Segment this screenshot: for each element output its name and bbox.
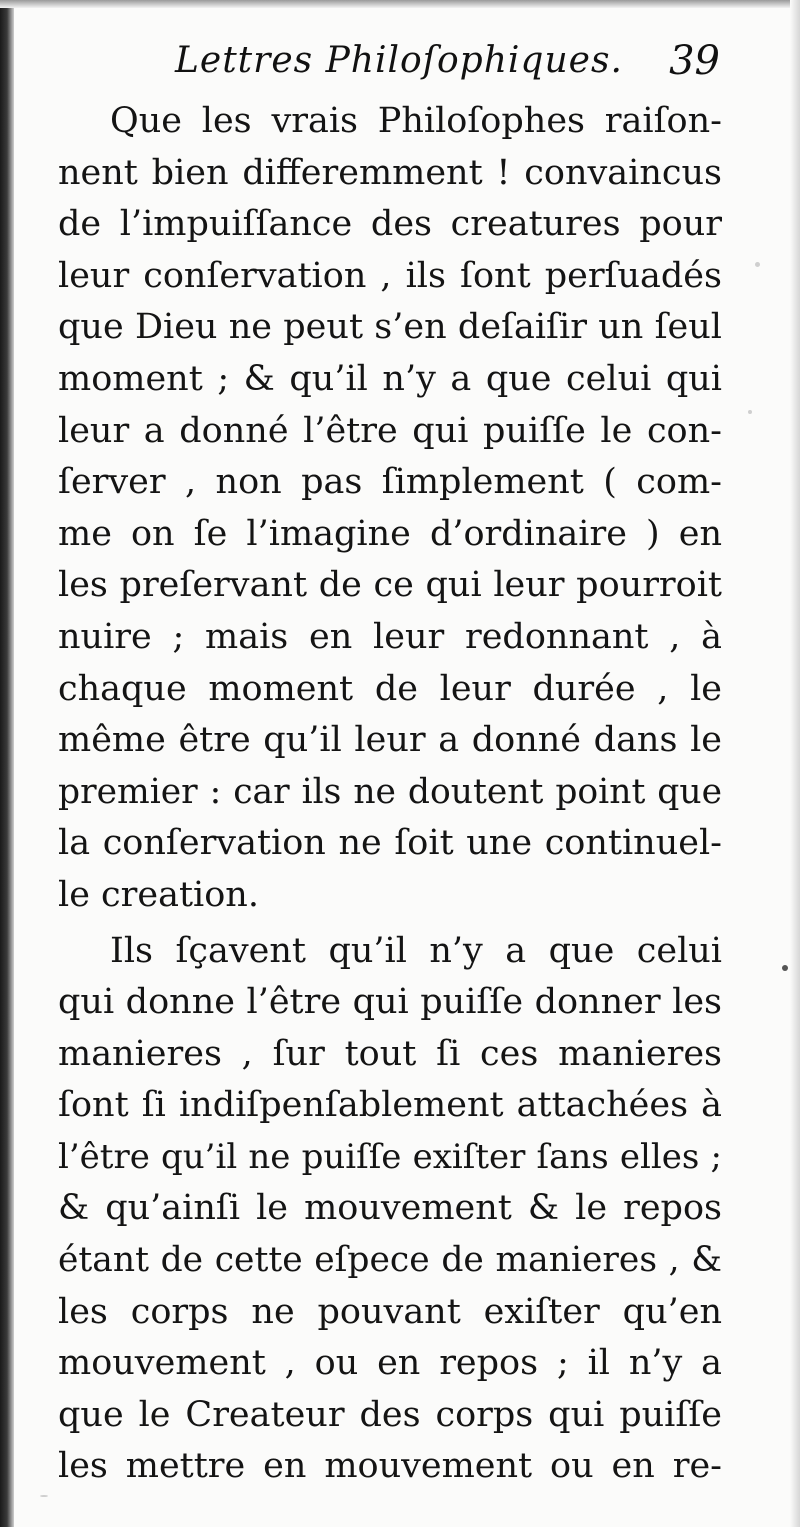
text-line: de l’impuiſſance des creatures pour bbox=[58, 204, 722, 245]
text-line: étant de cette eſpece de manieres , & bbox=[58, 1240, 722, 1281]
text-line: ſerver , non pas ſimplement ( com- bbox=[58, 462, 722, 503]
running-title: Lettres Philoſophiques. bbox=[175, 40, 623, 81]
text-line: le creation. bbox=[58, 874, 259, 915]
text-line: l’être qu’il ne puiſſe exiſter ſans elles ; bbox=[58, 1136, 722, 1177]
text-line: ſont ſi indiſpenſablement attachées à bbox=[58, 1085, 722, 1126]
text-line: & qu’ainſi le mouvement & le repos bbox=[58, 1188, 722, 1229]
text-line: les mettre en mouvement ou en re- bbox=[58, 1446, 722, 1487]
body-text bbox=[58, 96, 722, 1493]
paper-speck bbox=[40, 1495, 48, 1497]
text-line: leur conſervation , ils ſont perſuadés bbox=[58, 255, 722, 296]
paper-speck bbox=[782, 965, 788, 971]
text-line: premier : car ils ne doutent point que bbox=[58, 771, 722, 812]
text-line: Que les vrais Philoſophes raiſon- bbox=[110, 101, 722, 141]
text-line: Ils ſçavent qu’il n’y a que celui bbox=[110, 930, 722, 971]
text-line: manieres , ſur tout ſi ces manieres bbox=[58, 1033, 722, 1074]
paragraph-1 bbox=[58, 96, 722, 922]
text-line: la conſervation ne ſoit une continuel- bbox=[58, 823, 722, 864]
text-line: leur a donné l’être qui puiſſe le con- bbox=[58, 410, 722, 451]
text-line: que Dieu ne peut s’en deſaiſir un ſeul bbox=[58, 307, 722, 348]
text-line: qui donne l’être qui puiſſe donner les bbox=[58, 982, 722, 1023]
scan-right-border bbox=[790, 0, 800, 1527]
text-line: que le Createur des corps qui puiſſe bbox=[58, 1394, 722, 1435]
paper-speck bbox=[748, 410, 752, 414]
text-line: même être qu’il leur a donné dans le bbox=[58, 720, 722, 761]
page-header bbox=[60, 40, 720, 100]
text-line: me on ſe l’imagine d’ordinaire ) en bbox=[58, 513, 722, 554]
paper-speck bbox=[755, 262, 760, 267]
text-line: moment ; & qu’il n’y a que celui qui bbox=[58, 358, 722, 399]
text-line: les preſervant de ce qui leur pourroit bbox=[58, 565, 722, 606]
page-number: 39 bbox=[669, 38, 720, 84]
scan-top-border bbox=[0, 0, 800, 8]
text-line: chaque moment de leur durée , le bbox=[58, 668, 722, 709]
paragraph-2 bbox=[58, 926, 722, 1494]
text-line: les corps ne pouvant exiſter qu’en bbox=[58, 1291, 722, 1332]
text-line: mouvement , ou en repos ; il n’y a bbox=[58, 1343, 722, 1384]
scan-left-border bbox=[0, 0, 14, 1527]
text-line: nuire ; mais en leur redonnant , à bbox=[58, 616, 722, 657]
text-line: nent bien differemment ! convaincus bbox=[58, 152, 722, 193]
